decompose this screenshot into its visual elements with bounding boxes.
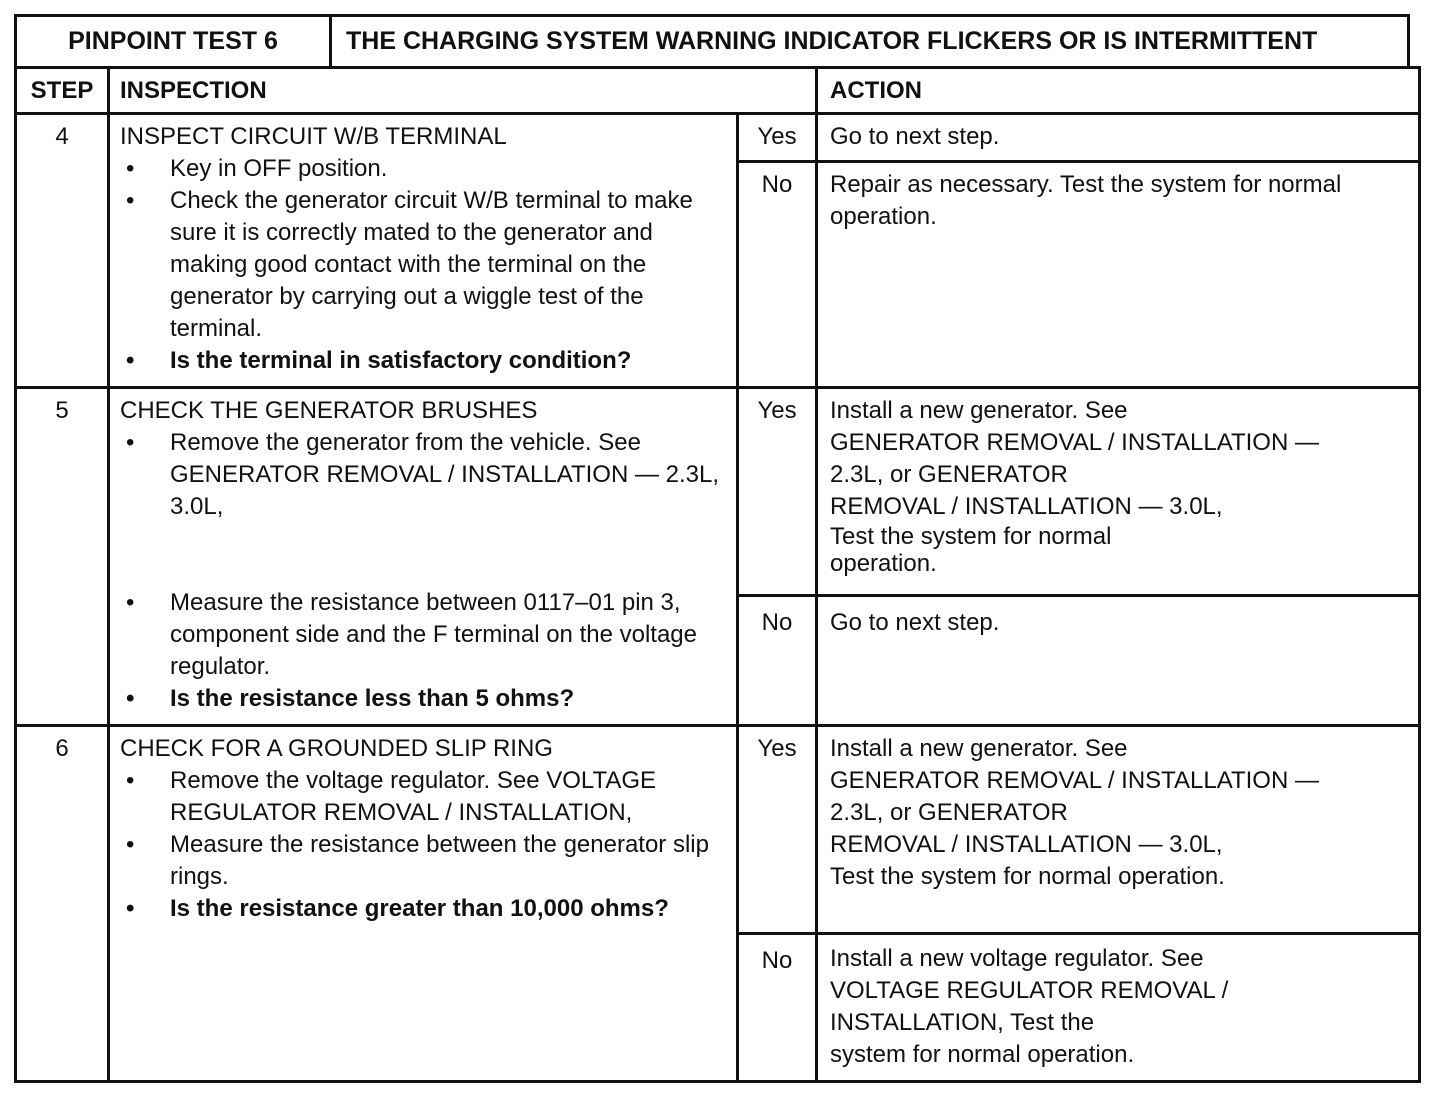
col-step: STEP: [16, 68, 109, 114]
inspection-bullets: [120, 765, 726, 925]
step-number: 4: [16, 114, 109, 388]
test-label: PINPOINT TEST 6: [17, 17, 332, 66]
yes-label: Yes: [738, 114, 817, 162]
bullet-item: • Key in OFF position.: [126, 155, 388, 182]
step-inspection: [109, 726, 738, 1082]
step-title: INSPECT CIRCUIT W/B TERMINAL: [120, 123, 507, 150]
step-number: 5: [16, 388, 109, 726]
step-title: CHECK THE GENERATOR BRUSHES: [120, 397, 538, 424]
step-inspection: [109, 388, 738, 726]
step-title: CHECK FOR A GROUNDED SLIP RING: [120, 735, 553, 762]
no-label: No: [738, 162, 817, 388]
col-inspection: INSPECTION: [109, 68, 817, 114]
inspection-bullets: [120, 587, 726, 715]
inspection-bullets: [120, 427, 726, 523]
yes-action: Go to next step.: [817, 114, 1420, 162]
yes-label: Yes: [738, 726, 817, 934]
no-label: No: [738, 934, 817, 1082]
inspection-bullets: [120, 153, 726, 377]
bullet-item: • Measure the resistance between 0117–01 pin 3, component side and the F terminal on the voltage regulator.: [126, 589, 697, 680]
question-item: • Is the resistance greater than 10,000 ohms?: [126, 895, 669, 922]
no-action: Install a new voltage regulator. See VOLTAGE REGULATOR REMOVAL / INSTALLATION, Test the system for normal operation.: [817, 934, 1420, 1082]
yes-action: Install a new generator. See GENERATOR REMOVAL / INSTALLATION — 2.3L, or GENERATOR REMOVAL / INSTALLATION — 3.0L, Test the system for normal operation.: [817, 726, 1420, 934]
step-4-yes-row: [16, 114, 1420, 162]
test-header: [14, 14, 1410, 66]
no-action: Repair as necessary. Test the system for normal operation.: [817, 162, 1420, 388]
bullet-item: • Remove the generator from the vehicle. See GENERATOR REMOVAL / INSTALLATION — 2.3L, 3.0L,: [126, 429, 720, 520]
question-item: • Is the terminal in satisfactory condition?: [126, 347, 632, 374]
step-number: 6: [16, 726, 109, 1082]
yes-label: Yes: [738, 388, 817, 596]
no-action: Go to next step.: [817, 596, 1420, 726]
yes-action: Install a new generator. See GENERATOR REMOVAL / INSTALLATION — 2.3L, or GENERATOR REMOVAL / INSTALLATION — 3.0L, Test the system for normal operation.: [817, 388, 1420, 596]
pinpoint-table: [14, 66, 1421, 1083]
step-5-yes-row: [16, 388, 1420, 596]
bullet-item: • Check the generator circuit W/B terminal to make sure it is correctly mated to the generator and making good contact with the terminal on the generator by carrying out a wiggle test of the terminal.: [126, 187, 693, 342]
col-action: ACTION: [817, 68, 1420, 114]
step-6-yes-row: [16, 726, 1420, 934]
no-label: No: [738, 596, 817, 726]
step-inspection: [109, 114, 738, 388]
bullet-item: • Remove the voltage regulator. See VOLTAGE REGULATOR REMOVAL / INSTALLATION,: [126, 767, 657, 826]
column-header-row: [16, 68, 1420, 114]
bullet-item: • Measure the resistance between the generator slip rings.: [126, 831, 709, 890]
question-item: • Is the resistance less than 5 ohms?: [126, 685, 575, 712]
test-title: THE CHARGING SYSTEM WARNING INDICATOR FLICKERS OR IS INTERMITTENT: [346, 27, 1318, 55]
